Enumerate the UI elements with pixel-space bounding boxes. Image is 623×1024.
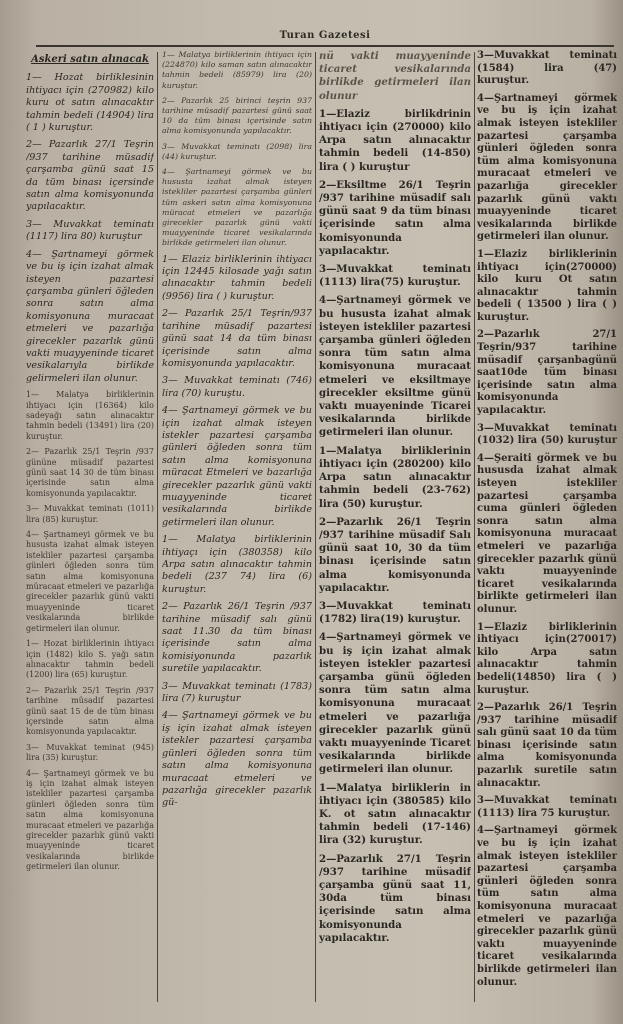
notice-paragraph: 1—Elaziz birlikdrinin ihtiyacı için (270000) kilo Arpa satın alınacaktır tahmin bedeli (14-850) lira ( ) kuruştur — [319, 107, 471, 173]
notice-paragraph: 1— Hozat birliklerinin ihtiyacı için (1482) kilo S. yağı satın alınacaktır tahmin bedeli (1200) lira (65) kuruştur. — [26, 639, 154, 680]
notice-paragraph: 4—Şartnameyi görmek ve bu iş için izahat almak isteyen istekliler pazartesi çarşamba günleri öğleden sonra tüm satın alma komisyonuna muracaat etmeleri ve pazarlığa girecekler pazarlık günü vaktı muayyeninde ticaret vesikalarında birlikde getirmeleri ilan olunur. — [477, 825, 617, 988]
masthead-title: Turan Gazetesi — [279, 30, 371, 41]
notice-paragraph: 2— Pazarlık 26/1 Teşrin /937 tarihine müsadif salı günü saat 11.30 da tüm binası içerisinde satın alma komisiyonunda pazarlık suretile yapılacaktır. — [162, 601, 312, 675]
notice-paragraph: 1— Malatya birliklerinin ihtiyaçı için (380358) kilo Arpa satın alınacaktır tahmin bedeli (237 74) lira (6) kuruştur. — [162, 534, 312, 595]
notice-paragraph: nü vakti muayyeninde ticaret vesikalarında birlikde getirmeleri ilan olunur — [319, 50, 471, 102]
notice-paragraph: 2— Pazarlık 25/1 Teşrin /937 gününe müsadif pazartesi günü saat 14 30 de tüm binası içerisinde satın alma komisyonunda yapılacaktır. — [26, 447, 154, 498]
notice-paragraph: 3—Muvakkat teminatı (1032) lira (50) kuruştur — [477, 422, 617, 447]
column-divider — [315, 52, 316, 1002]
notice-paragraph: 2— Pazarlık 25 birinci teşrin 937 tarihine müsadif pazartesi günü saat 10 da tüm binası içerisinde satın alma komisyonunda yapılacaktır. — [162, 95, 312, 136]
notice-paragraph: 3— Muvakkat teminatı (1117) lira 80) kuruştur — [26, 218, 154, 243]
notice-paragraph: 4— Şartnameyi görmek ve bu için izahat almak isteyen istekler pazartesi çarşamba günleri öğleden sonra tüm satın alma komisyonuna müracat Etmeleri ve bazarlığa girecekler pazarlık günü vakti muayyeninde ticaret vesikalarında birlikde getirmeleri ilan olunur. — [162, 405, 312, 528]
notice-paragraph: 1—Malatya birliklerin in ihtiyacı için (380585) kilo K. ot satın alınacaktır tahmin bedeli (17-146) lira (32) kuruştur. — [319, 781, 471, 847]
notice-paragraph: 4— Şartnameyi görmek ve bu hususta izahat almak isteyen istekliler pazartesi çarşamba günleri öğleden sonra tüm satın alma komisyonuna müracaat etmeleri ve pazarlığa girecekler pazarlık günü vakti muayyeninde ticaret vesikalarında birlikde getirmeleri ilan olunur. — [26, 530, 154, 633]
notice-paragraph: 3— Muvakkat teminat (945) lira (35) kuruştur. — [26, 742, 154, 763]
column-2 — [162, 50, 312, 1018]
notice-paragraph: 3— Muvakkat teminatı (2098) lira (44) kuruştur. — [162, 141, 312, 161]
notice-paragraph: 1—Elaziz birliklerinin ihtiyacı için(270017) kilo Arpa satın alınacaktır tahmin bedeli(14850) lira ( ) kuruştur. — [477, 621, 617, 696]
notice-paragraph: 1—Malatya birliklerinin ihtiyacı için (280200) kilo Arpa satın alınacaktır tahmin bedeli (23-762) lira (50) kuruştur. — [319, 444, 471, 510]
notice-paragraph: 4— Şartnameyi görmek ve bu iş için izahat almak isteyen istekliler pazartesi çarşamba günleri öğleden sonra tüm satın alma komisyonuna muracaat etmeleri ve pazarlığa girecekler pazarlık günü vakti muayyeninde ticaret vesikalarında birlikde getirmeleri ilan olunur. — [26, 768, 154, 872]
notice-paragraph: 3— Muvakkat teminatı (1783) lira (7) kuruştur — [162, 680, 312, 705]
notice-paragraph: 3—Muvakkat teminatı (1782) lira(19) kuruştur. — [319, 599, 471, 626]
notice-paragraph: 3— Muvakkat teminatı (746) lira (70) kuruştu. — [162, 375, 312, 399]
column-divider — [157, 52, 158, 1002]
notice-paragraph: 1— Malatya birliklerinin ihtiyacı için (16364) kilo sadeyağı satın alınacaktır tahmin bedeli (13491) lira (20) kuruştur. — [26, 390, 154, 441]
notice-paragraph: 1— Elaziz birliklerinin ihtiyacı için 12445 kilosade yağı satın alınacaktır tahmin bedeli (9956) lira ( ) kuruştur. — [162, 253, 312, 302]
column-divider — [474, 52, 475, 1002]
section-heading: Askeri satın alınacak — [31, 54, 149, 65]
notice-paragraph: 3—Muvakkat teminatı (1113) lira(75) kuruştur. — [319, 263, 471, 289]
notice-paragraph: 4—Şeraiti görmek ve bu hususda izahat almak isteyen istekliler pazartesi çarşamba cuma günleri öğleden sonra satın alma komisyonuna muracaat etmeleri ve pazarlığa girecekler pazarlık günü vaktı muayyeninde ticaret vesikalarında birlikte getirmeleri ilan olunur. — [477, 452, 617, 615]
notice-paragraph: 4—Şartnameyi görmek ve bu hususta izahat almak isteyen istekliler pazartesi çarşamba günleri öğleden sonra tüm satın alma komisyonuna muracaat etmeleri ve eksiltmaye girecekler eksiltme günü vaktı muayeninde Ticarei vesikalarında birlikde getirmeleri ilan olunur. — [319, 294, 471, 439]
notice-paragraph: 4— Şartnameyi görmek ve bu iş için izahat almak isteyen istekler pazartesi çarşamba günleri öğleden sonra tüm satın alma komisyonuna muracaat etmeleri ve pazarlığa girecekler pazarlık gü- — [162, 710, 312, 809]
notice-paragraph: 2—Pazarlık 27/1 Teşrin/937 tarihine müsadif çarşanbagünü saat10de tüm binası içerisinde satın alma komisyonunda yapılacaktır. — [477, 329, 617, 417]
notice-paragraph: 2—Eksiltme 26/1 Teşrin /937 tarihine müsadif salı günü saat 9 da tüm binası içerisinde satın alma komisyonunda yapılacaktır. — [319, 178, 471, 257]
notice-paragraph: 2— Pazarlık 25/1 Teşrin /937 tarihine müsadif pazartesi günü saat 15 de de tüm binası içersinde satın alma komisyonunda yapılacaktır. — [26, 685, 154, 737]
notice-paragraph: 2— Pazarlık 27/1 Teşrin /937 tarihine müsadif çarşamba günü saat 15 da tüm binası içersinde satın alma komisyonunda yapılacaktır. — [26, 139, 154, 213]
column-3 — [319, 50, 471, 1018]
notice-paragraph: 1— Hozat birliklesinin ihtiyacı için (270982) kilo kuru ot satın alınacaktır tahmin bedeli (14904) lira ( 1 ) kuruştur. — [26, 72, 154, 134]
notice-paragraph: 2— Pazarlık 25/1 Teşrin/937 tarihine müsadif pazartesi günü saat 14 da tüm binası içerisinde satın alma komisyonunda yapılacaktır. — [162, 308, 312, 369]
notice-paragraph: 2—Pazarlık 26/1 Teşrin /937 tarihine müsadif salı günü saat 10 da tüm binası içerisinde satın alma komisyonunda pazarlık suretile satın alınacaktır. — [477, 702, 617, 789]
column-1 — [26, 50, 154, 1018]
notice-paragraph: 2—Pazarlık 26/1 Teşrin /937 tarihine müsadif Salı günü saat 10, 30 da tüm binası içerisinde satın alma komisyonunda yapılacaktır. — [319, 515, 471, 594]
notice-paragraph: 4—Şartnameyi görmek ve bu iş için izahat almak isteyen istekliler pazartesi çarşamba günleri öğleden sonra tüm alma komisyonuna muracaat etmeleri ve pazarlığa girecekler pazarlık günü vaktı muayyeninde ticaret vesikalarında birlikde getirmeleri ilan olunur. — [477, 92, 617, 243]
notice-paragraph: 3— Muvakkat teminatı (1011) lira (85) kuruştur. — [26, 504, 154, 524]
notice-paragraph: 3—Muvakkat teminatı (1113) lira 75 kuruştur. — [477, 795, 617, 819]
column-4 — [477, 50, 617, 1018]
notice-paragraph: 3—Muvakkat teminatı (1584) lira (47) kuruştur. — [477, 50, 617, 87]
notice-paragraph: 2—Pazarlık 27/1 Teşrin /937 tarihine müsadif çarşamba günü saat 11, 30da tüm binası içerisinde satın alma komisyonunda yapılacaktır. — [319, 852, 471, 944]
notice-paragraph: 4—Şartnameyi görmek ve bu iş için izahat almak isteyen istekler pazartesi çarşamba günü öğleden sonra tüm satın alma komisyonuna muracaat etmeleri ve pazarlığa girecekler pazarlık günü vaktı muayyeninde Ticaret vesikalarında birlikde getirmeleri ilan olunur. — [319, 631, 471, 776]
notice-paragraph: 1— Malatya birliklerinin ihtiyacı için (224870) kilo saman satın alınacaktır tahmin bedeli (85979) lira (20) kuruştur. — [162, 50, 312, 90]
notice-paragraph: 4— Şartnameyi görmek ve bu iş için izahat almak isteyen pazartesi çarşamba günleri öğleden sonra satın alma komisyonuna muracaat etmeleri ve pazarlığa girecekler pazarlık günü vakti muayyeninde ticaret vesikalarıyla birlikde gelirmeleri ilan olunur. — [26, 248, 154, 384]
notice-paragraph: 4— Şartnameyi görmek ve bu hususta izahat almak isteyen istekliler pazartesi çarşamba günleri tüm askeri satın alma komisyonuna müracat etmeleri ve pazarlığa girecekler pazarlık günü vakti muayyeninde ticaret vesikalarında birlikde getirmeleri ilan olunur. — [162, 167, 312, 248]
masthead-rule — [36, 45, 614, 47]
notice-paragraph: 1—Elaziz birliklerinin ihtiyacı için(270000) kilo kuru Ot satın alınacaktır tahmin bedeli ( 13500 ) lira ( ) kuruştur. — [477, 248, 617, 323]
